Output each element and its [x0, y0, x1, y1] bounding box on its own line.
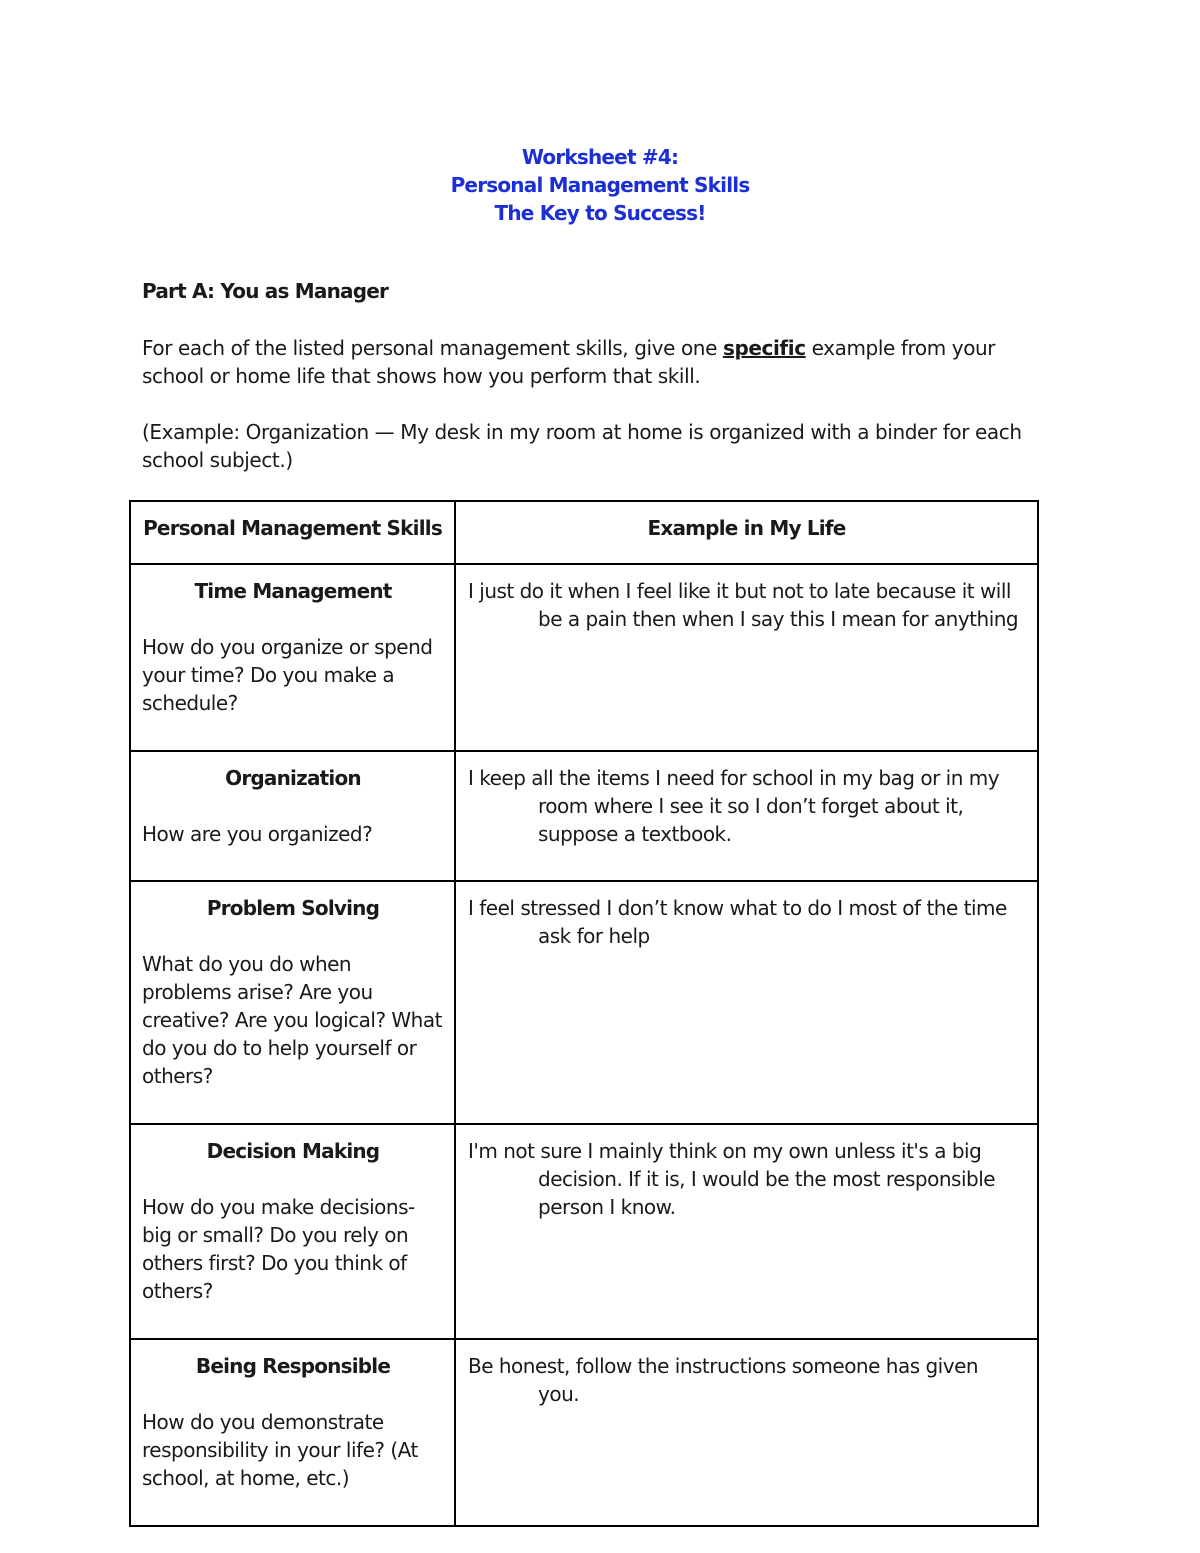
skill-name: Problem Solving — [206, 896, 380, 920]
part-a-heading: Part A: You as Manager — [142, 279, 389, 303]
answer-text: I keep all the items I need for school in my bag or in my room where I see it so I don’t forget about it, suppose a textbook. — [468, 766, 1000, 846]
title-line-1: Worksheet #4: — [521, 145, 679, 169]
header-example: Example in My Life — [455, 501, 1038, 564]
instructions-paragraph — [142, 334, 1062, 390]
answer-text: I feel stressed I don’t know what to do I most of the time ask for help — [468, 896, 1007, 948]
answer-cell[interactable] — [455, 564, 1038, 751]
skill-cell — [130, 881, 455, 1124]
answer-cell[interactable] — [455, 751, 1038, 881]
instructions-text-end: example from your school or home life that shows how you perform that skill. — [142, 336, 996, 388]
skill-name: Organization — [225, 766, 361, 790]
answer-cell[interactable] — [455, 1339, 1038, 1526]
skill-cell — [130, 751, 455, 881]
answer-cell[interactable] — [455, 881, 1038, 1124]
instructions-text-start: For each of the listed personal management skills, give one — [142, 336, 723, 360]
skill-name: Being Responsible — [195, 1354, 391, 1378]
instructions-emphasis: specific — [722, 336, 806, 360]
table-header-row — [130, 501, 1038, 564]
skill-cell — [130, 564, 455, 751]
skills-table — [129, 500, 1039, 1527]
skill-cell — [130, 1339, 455, 1526]
table-row — [130, 1124, 1038, 1339]
answer-cell[interactable] — [455, 1124, 1038, 1339]
skill-question: How are you organized? — [142, 822, 373, 846]
skill-cell — [130, 1124, 455, 1339]
skill-name: Time Management — [194, 579, 392, 603]
skill-question: How do you organize or spend your time? Do you make a schedule? — [142, 635, 433, 715]
answer-text: I just do it when I feel like it but not to late because it will be a pain then when I say this I mean for anything — [468, 579, 1019, 631]
table-row — [130, 1339, 1038, 1526]
answer-text: I'm not sure I mainly think on my own unless it's a big decision. If it is, I would be the most responsible person I know. — [468, 1139, 996, 1219]
skill-question: How do you make decisions- big or small? Do you rely on others first? Do you think of others? — [142, 1195, 415, 1303]
header-skills: Personal Management Skills — [130, 501, 455, 564]
table-row — [130, 751, 1038, 881]
title-line-3: The Key to Success! — [494, 201, 706, 225]
title-line-2: Personal Management Skills — [450, 173, 750, 197]
answer-text: Be honest, follow the instructions someone has given you. — [468, 1354, 979, 1406]
skill-question: How do you demonstrate responsibility in your life? (At school, at home, etc.) — [142, 1410, 418, 1490]
table-row — [130, 564, 1038, 751]
skill-name: Decision Making — [206, 1139, 380, 1163]
worksheet-title — [0, 143, 1200, 227]
table-row — [130, 881, 1038, 1124]
example-note: (Example: Organization — My desk in my room at home is organized with a binder for each school subject.) — [142, 420, 1022, 472]
skill-question: What do you do when problems arise? Are you creative? Are you logical? What do you do to help yourself or others? — [142, 952, 442, 1088]
